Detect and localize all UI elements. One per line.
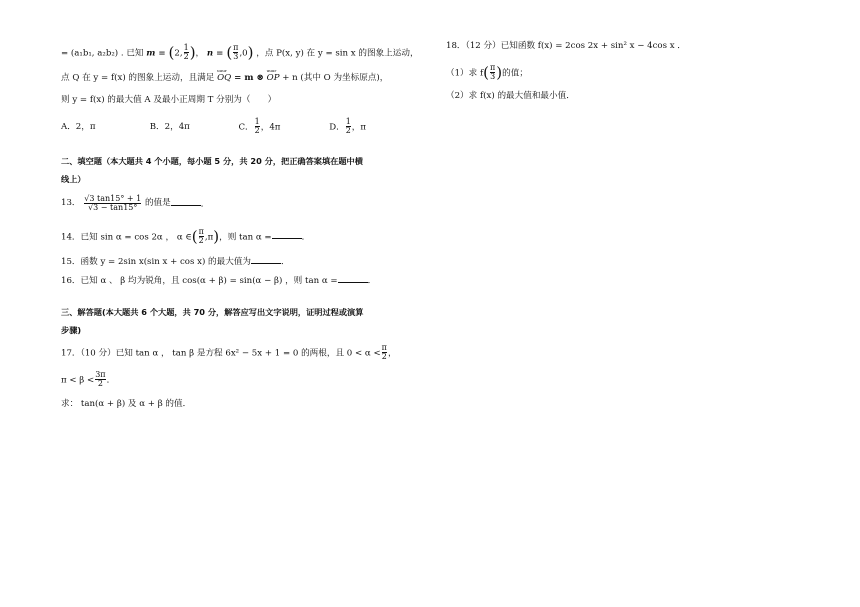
q12-text: = (a₁b₁, a₂b₂) . 已知 bbox=[61, 48, 144, 59]
section-2-heading-cont: 线上） bbox=[61, 174, 86, 184]
option-c: C． $\frac{1}{2}$ ，4π bbox=[238, 117, 281, 136]
n-comp: ,0 bbox=[239, 48, 248, 59]
answer-blank bbox=[171, 198, 201, 206]
q18-part1: （1）求 f( $\frac{\pi}{3}$ )的值； bbox=[446, 63, 528, 82]
q17-line2: π < β < $\frac{3\pi}{2}$ ． bbox=[61, 370, 116, 389]
answer-blank bbox=[338, 275, 368, 283]
vector-n: n = bbox=[206, 48, 227, 59]
option-b: B．2，4π bbox=[149, 122, 190, 133]
q13-fraction: $\frac{√3 \tan 15^\circ + 1}{√3 - \tan 15^\circ}$ bbox=[84, 194, 142, 213]
q12-line2 bbox=[61, 74, 388, 83]
answer-blank bbox=[272, 231, 302, 239]
section-3-heading-cont: 步骤) bbox=[61, 325, 82, 335]
q12-line1: = (a₁b₁, a₂b₂) . 已知 m = (2, $\frac{1}{2}$ )， n = ( $\frac{\pi}{3}$ ,0) ，点 P(x, y) 在 y = sin x 的图象上运动， bbox=[61, 43, 419, 62]
q14: 14．已知 sin α = cos 2α ， α ∈( $\frac{\pi}{2}$ ,π)，则 tan α = ． bbox=[61, 227, 311, 246]
section-2-heading: 二、填空题（本大题共 4 个小题，每小题 5 分，共 20 分，把正确答案填在题中横 bbox=[61, 156, 363, 166]
vector-op: uuur OP bbox=[267, 74, 280, 83]
q12-line3: 则 y = f(x) 的最大值 A 及最小正周期 T 分别为（ ） bbox=[61, 95, 277, 105]
q12-text-b: + n (其中 O 为坐标原点)， bbox=[279, 73, 389, 83]
q12-text-b: ，点 P(x, y) 在 y = sin x 的图象上运动， bbox=[256, 48, 419, 59]
m-comp: 2, bbox=[174, 48, 183, 59]
vector-oq: uuur OQ bbox=[217, 74, 231, 83]
q13: 13． $\frac{√3 \tan 15^\circ + 1}{√3 - \tan 15^\circ}$ 的值是 ． bbox=[61, 194, 210, 213]
q15: 15．函数 y = 2sin x(sin x + cos x) 的最大值为 ． bbox=[61, 257, 290, 267]
answer-blank bbox=[251, 256, 281, 264]
fraction: $\frac{\pi}{3}$ bbox=[233, 43, 239, 62]
q17-ask: 求： tan(α + β) 及 α + β 的值． bbox=[61, 399, 192, 409]
q18-line1: 18．（12 分）已知函数 f(x) = 2cos 2x + sin² x − 4cos x ． bbox=[446, 41, 686, 51]
fraction: $\frac{1}{2}$ bbox=[183, 43, 189, 62]
q16: 16．已知 α 、 β 均为锐角，且 cos(α + β) = sin(α − β) ，则 tan α = ． bbox=[61, 276, 377, 286]
q17-line1: 17．（10 分）已知 tan α ， tan β 是方程 6x² − 5x + 1 = 0 的两根，且 0 < α < $\frac{\pi}{2}$ ， bbox=[61, 343, 397, 362]
option-a: A．2，π bbox=[61, 122, 96, 133]
vector-m: m = bbox=[146, 48, 169, 59]
q12-eq: = m ⊗ bbox=[231, 73, 267, 83]
q18-part2: （2）求 f(x) 的最大值和最小值． bbox=[446, 91, 575, 101]
option-d: D． $\frac{1}{2}$ ，π bbox=[329, 117, 367, 136]
q12-options bbox=[61, 118, 366, 136]
section-3-heading: 三、解答题(本大题共 6 个大题，共 70 分，解答应写出文字说明，证明过程或演算 bbox=[61, 307, 364, 317]
q12-text: 点 Q 在 y = f(x) 的图象上运动，且满足 bbox=[61, 73, 215, 83]
